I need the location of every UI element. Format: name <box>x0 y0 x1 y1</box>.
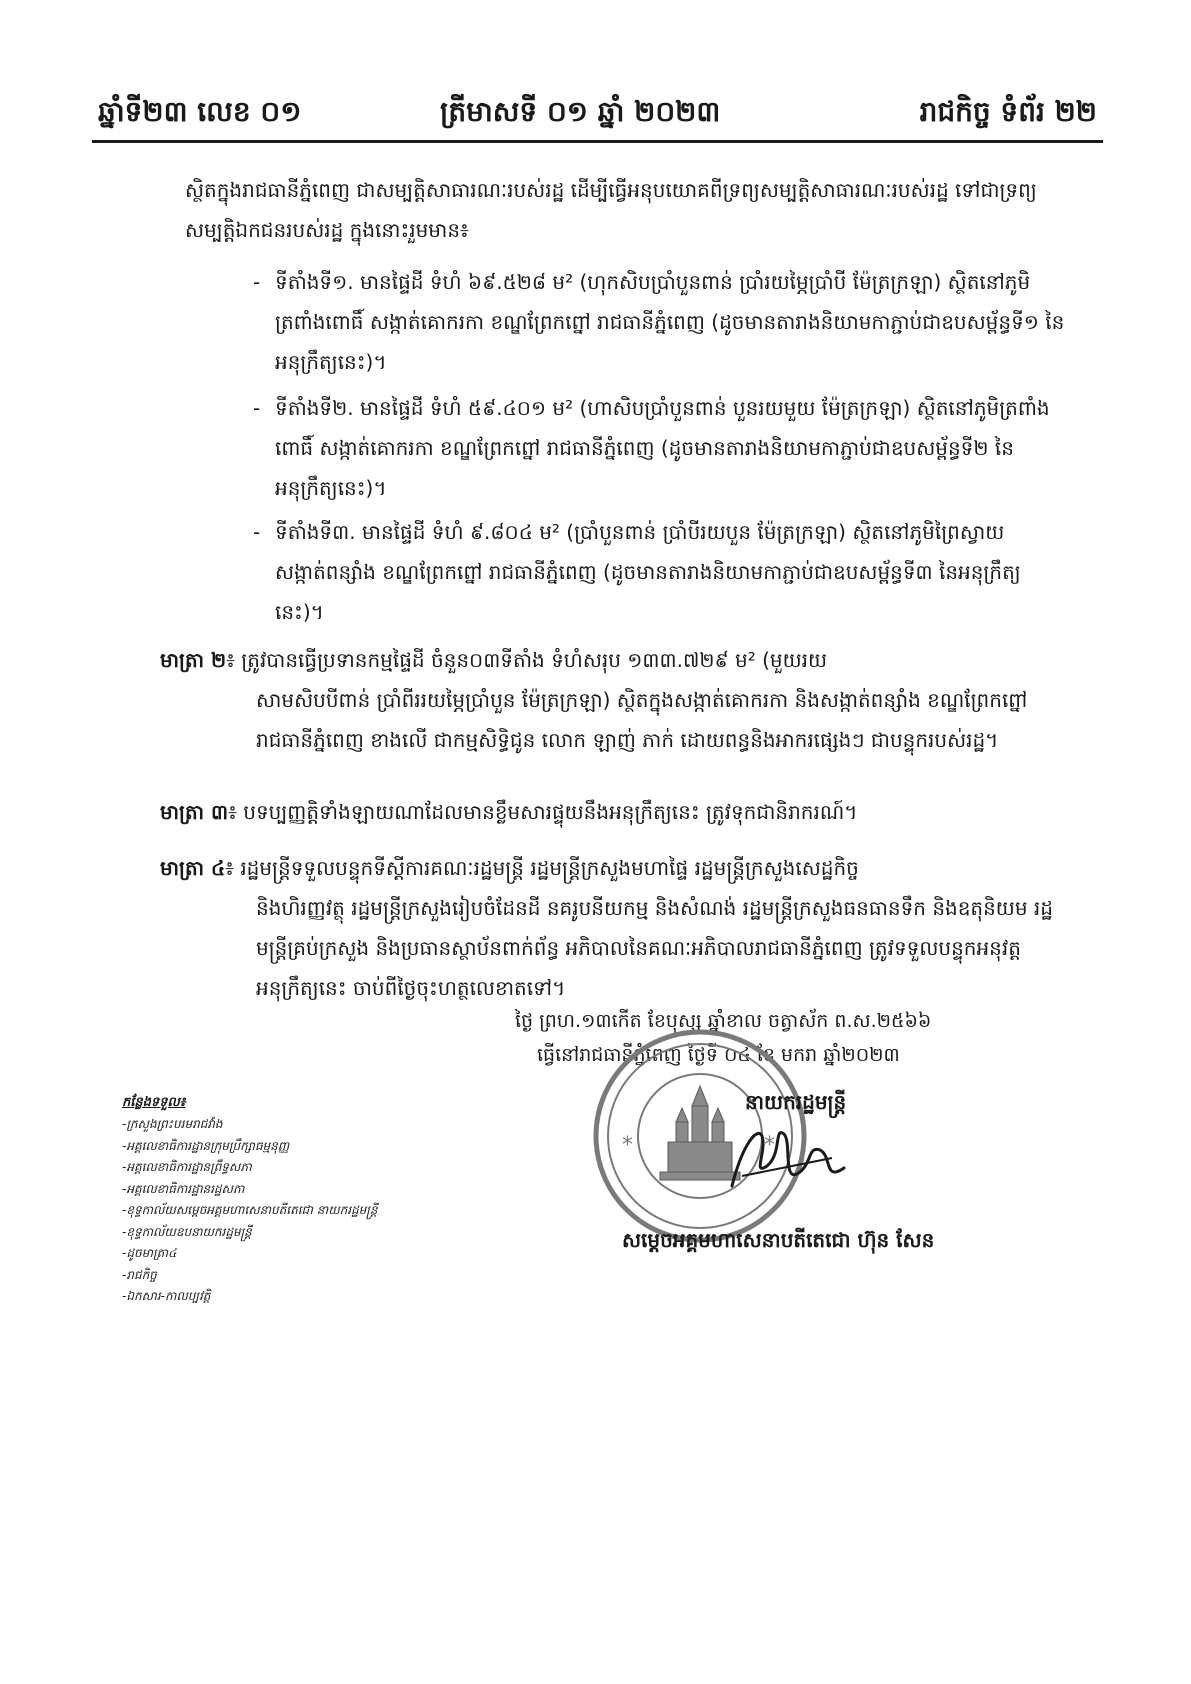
article-4-body: និងហិរញ្ញវត្ថុ រដ្ឋមន្ត្រីក្រសួងរៀបចំដែនដី នគរូបនីយកម្ម និងសំណង់ រដ្ឋមន្ត្រីក្រសួងធនធានទឹក និងឧតុនិយម រដ្ឋមន្ត្រីគ្រប់ក្រសួង និងប្រធានស្ថាប័នពាក់ព័ន្ធ អភិបាលនៃគណៈអភិបាលរាជធានីភ្នំពេញ ត្រូវទទួលបន្ទុកអនុវត្តអនុក្រឹត្យនេះ ចាប់ពីថ្ងៃចុះហត្ថលេខាតទៅ។ <box>256 896 1053 1000</box>
distribution-item: -អគ្គលេខាធិការដ្ឋានព្រឹទ្ធសភា <box>122 1160 252 1174</box>
signer-name: សម្តេចអគ្គមហាសេនាបតីតេជោ ហ៊ុន សែន <box>622 1228 935 1252</box>
distribution-item: -ខុទ្ទកាល័យសម្តេចអគ្គមហាសេនាបតីតេជោ នាយករដ្ឋមន្ត្រី <box>122 1203 378 1217</box>
header-rule <box>92 140 1103 143</box>
signer-title: នាយករដ្ឋមន្ត្រី <box>745 1090 847 1114</box>
distribution-item: -អគ្គលេខាធិការដ្ឋានក្រុមប្រឹក្សាធម្មនុញ្ញ <box>122 1138 290 1153</box>
lunar-date: ថ្ងៃ ព្រហ.១៣កើត ខែបុស្ស ឆ្នាំខាល ចត្វាស័ក ព.ស.២៥៦៦ <box>515 1010 932 1032</box>
issue-number: ឆ្នាំទី២៣ លេខ ០១ <box>98 95 302 128</box>
article-3-label: មាត្រា ៣ <box>160 800 229 824</box>
article-4 <box>160 848 1065 1008</box>
article-3 <box>160 792 1065 832</box>
svg-text:*: * <box>764 1133 775 1158</box>
distribution-item: -ដូចមាត្រា៤ <box>122 1246 177 1260</box>
article-2-label: មាត្រា ២ <box>160 648 227 672</box>
distribution-item: -ក្រសួងព្រះបរមរាជវាំង <box>122 1117 223 1131</box>
distribution-list <box>122 1092 462 1308</box>
distribution-item: -រាជកិច្ច <box>122 1267 157 1282</box>
distribution-title: កន្លែងទទួល៖ <box>122 1095 186 1110</box>
quarter-label: ត្រីមាសទី ០១ ឆ្នាំ ២០២៣ <box>440 95 721 128</box>
article-2-body: សាមសិបបីពាន់ ប្រាំពីររយម្ភៃប្រាំបួន ម៉ែត្រក្រឡា) ស្ថិតក្នុងសង្កាត់គោករកា និងសង្កាត់ពន្សាំង ខណ្ឌព្រែកព្នៅ រាជធានីភ្នំពេញ ខាងលើ ជាកម្មសិទ្ធិជូន លោក ឡាញ់ ភាក់ ដោយពន្ធនិងអាករផ្សេងៗ ជាបន្ទុករបស់រដ្ឋ។ <box>256 688 1028 752</box>
svg-text:*: * <box>622 1133 633 1158</box>
distribution-item: -អគ្គលេខាធិការដ្ឋានរដ្ឋសភា <box>122 1181 245 1196</box>
article-4-label: មាត្រា ៤ <box>160 856 226 880</box>
location-item-3: - ទីតាំងទី៣. មានផ្ទៃដី ទំហំ ៩.៨០៤ ម² (ប្រាំបួនពាន់ ប្រាំបីរយបួន ម៉ែត្រក្រឡា) ស្ថិតនៅភូមិព្រៃស្វាយ សង្កាត់ពន្សាំង ខណ្ឌព្រែកព្នៅ រាជធានីភ្នំពេញ (ដូចមានតារាងនិយាមកាភ្ជាប់ជាឧបសម្ព័ន្ធទី៣ នៃអនុក្រឹត្យនេះ)។ <box>275 512 1065 632</box>
distribution-item: -ឯកសារ-កាលប្បវត្តិ <box>122 1289 211 1303</box>
article-2-first-line: ៖ ត្រូវបានធ្វើប្រទានកម្មផ្ទៃដី ចំនួន០៣ទីតាំង ទំហំសរុប ១៣៣.៧២៩ ម² (មួយរយ <box>226 648 828 672</box>
solar-date: ធ្វើនៅរាជធានីភ្នំពេញ ថ្ងៃទី ០៤ ខែ មករា ឆ្នាំ២០២៣ <box>537 1044 900 1066</box>
intro-paragraph: ស្ថិតក្នុងរាជធានីភ្នំពេញ ជាសម្បត្តិសាធារណៈរបស់រដ្ឋ ដើម្បីធ្វើអនុបយោគពីទ្រព្យសម្បត្តិសាធារណៈរបស់រដ្ឋ ទៅជាទ្រព្យសម្បត្តិឯកជនរបស់រដ្ឋ ក្នុងនោះរួមមាន៖ <box>185 178 1037 242</box>
article-3-first-line: ៖ បទប្បញ្ញត្តិទាំងឡាយណាដែលមានខ្លឹមសារផ្ទុយនឹងអនុក្រឹត្យនេះ ត្រូវទុកជានិរាករណ៍។ <box>228 800 858 824</box>
article-4-first-line: ៖ រដ្ឋមន្ត្រីទទួលបន្ទុកទីស្តីការគណៈរដ្ឋមន្ត្រី រដ្ឋមន្ត្រីក្រសួងមហាផ្ទៃ រដ្ឋមន្ត្រីក្រសួងសេដ្ឋកិច្ច <box>225 856 859 880</box>
article-2 <box>160 640 1065 760</box>
location-item-2: - ទីតាំងទី២. មានផ្ទៃដី ទំហំ ៥៩.៤០១ ម² (ហាសិបប្រាំបួនពាន់ បួនរយមួយ ម៉ែត្រក្រឡា) ស្ថិតនៅភូមិត្រពាំងពោធិ៍ សង្កាត់គោករកា ខណ្ឌព្រែកព្នៅ រាជធានីភ្នំពេញ (ដូចមានតារាងនិយាមកាភ្ជាប់ជាឧបសម្ព័ន្ធទី២ នៃអនុក្រឹត្យនេះ)។ <box>275 388 1065 508</box>
distribution-item: -ខុទ្ទកាល័យឧបនាយករដ្ឋមន្ត្រី <box>122 1224 252 1239</box>
location-item-1: - ទីតាំងទី១. មានផ្ទៃដី ទំហំ ៦៩.៥២៨ ម² (ហុកសិបប្រាំបួនពាន់ ប្រាំរយម្ភៃប្រាំបី ម៉ែត្រក្រឡា) ស្ថិតនៅភូមិត្រពាំងពោធិ៍ សង្កាត់គោករកា ខណ្ឌព្រែកព្នៅ រាជធានីភ្នំពេញ (ដូចមានតារាងនិយាមកាភ្ជាប់ជាឧបសម្ព័ន្ធទី១ នៃអនុក្រឹត្យនេះ)។ <box>275 262 1065 382</box>
page-number: រាជកិច្ច ទំព័រ ២២ <box>919 95 1097 128</box>
page-header <box>92 86 1103 134</box>
